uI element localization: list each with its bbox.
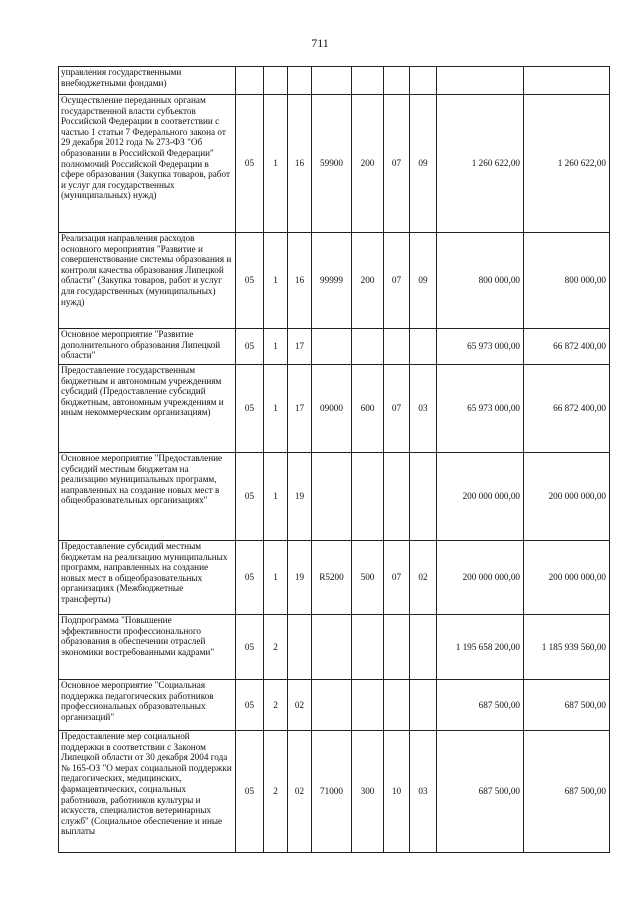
measure-code-cell xyxy=(288,615,312,680)
expense-name-cell: Основное мероприятие "Развитие дополнительного образования Липецкой области" xyxy=(59,329,236,365)
measure-code-cell: 17 xyxy=(288,329,312,365)
amount-year1-cell xyxy=(437,67,524,95)
section-cell xyxy=(384,67,410,95)
subprogram-code-cell: 1 xyxy=(264,95,288,233)
measure-code-cell: 02 xyxy=(288,680,312,731)
amount-year1-cell: 687 500,00 xyxy=(437,680,524,731)
subprogram-code-cell: 1 xyxy=(264,541,288,615)
direction-code-cell xyxy=(312,453,352,541)
section-cell: 07 xyxy=(384,95,410,233)
budget-table xyxy=(58,66,610,853)
amount-year2-cell: 66 872 400,00 xyxy=(524,365,610,453)
table-row xyxy=(59,615,610,680)
amount-year1-cell: 65 973 000,00 xyxy=(437,365,524,453)
section-cell: 10 xyxy=(384,731,410,853)
measure-code-cell: 19 xyxy=(288,541,312,615)
subsection-cell xyxy=(410,67,437,95)
expense-name-cell: Предоставление субсидий местным бюджетам на реализацию муниципальных программ, направленных на создание новых мест в общеобразовательных организациях (Межбюджетные трансферты) xyxy=(59,541,236,615)
expense-type-cell xyxy=(352,680,384,731)
direction-code-cell: 59900 xyxy=(312,95,352,233)
subsection-cell xyxy=(410,329,437,365)
measure-code-cell: 17 xyxy=(288,365,312,453)
amount-year2-cell: 66 872 400,00 xyxy=(524,329,610,365)
expense-name-cell: Реализация направления расходов основного мероприятия "Развитие и совершенствование системы образования и контроля качества образования Липецкой области" (Закупка товаров, работ и услуг для государственных (муниципальных) нужд) xyxy=(59,233,236,329)
subsection-cell: 03 xyxy=(410,731,437,853)
measure-code-cell: 16 xyxy=(288,95,312,233)
program-code-cell: 05 xyxy=(236,329,264,365)
subsection-cell xyxy=(410,453,437,541)
table-row xyxy=(59,731,610,853)
amount-year1-cell: 200 000 000,00 xyxy=(437,541,524,615)
direction-code-cell: 71000 xyxy=(312,731,352,853)
subsection-cell xyxy=(410,680,437,731)
expense-type-cell: 500 xyxy=(352,541,384,615)
expense-name-cell: управления государственными внебюджетными фондами) xyxy=(59,67,236,95)
table-row xyxy=(59,541,610,615)
direction-code-cell xyxy=(312,67,352,95)
measure-code-cell: 19 xyxy=(288,453,312,541)
subsection-cell: 02 xyxy=(410,541,437,615)
amount-year2-cell: 200 000 000,00 xyxy=(524,541,610,615)
expense-type-cell xyxy=(352,67,384,95)
table-row xyxy=(59,233,610,329)
expense-name-cell: Основное мероприятие "Социальная поддержка педагогических работников профессиональных образовательных организаций" xyxy=(59,680,236,731)
amount-year2-cell: 1 185 939 560,00 xyxy=(524,615,610,680)
subprogram-code-cell: 2 xyxy=(264,615,288,680)
section-cell: 07 xyxy=(384,233,410,329)
expense-name-cell: Предоставление государственным бюджетным и автономным учреждениям субсидий (Предоставление субсидий бюджетным, автономным учреждениям и иным некоммерческим организациям) xyxy=(59,365,236,453)
table-row xyxy=(59,680,610,731)
subprogram-code-cell: 1 xyxy=(264,233,288,329)
program-code-cell: 05 xyxy=(236,233,264,329)
expense-name-cell: Предоставление мер социальной поддержки в соответствии с Законом Липецкой области от 30 декабря 2004 года № 165-ОЗ "О мерах социальной поддержки педагогических, медицинских, фармацевтических, социальных работников, работников культуры и искусств, специалистов ветеринарных служб" (Социальное обеспечение и иные выплаты xyxy=(59,731,236,853)
section-cell xyxy=(384,680,410,731)
expense-name-cell: Осуществление переданных органам государственной власти субъектов Российской Федерации в соответствии с частью 1 статьи 7 Федерального закона от 29 декабря 2012 года № 273-ФЗ "Об образовании в Российской Федерации" полномочий Российской Федерации в сфере образования (Закупка товаров, работ и услуг для государственных (муниципальных) нужд) xyxy=(59,95,236,233)
expense-type-cell: 200 xyxy=(352,95,384,233)
section-cell xyxy=(384,329,410,365)
expense-type-cell: 200 xyxy=(352,233,384,329)
subsection-cell xyxy=(410,615,437,680)
subsection-cell: 09 xyxy=(410,95,437,233)
expense-type-cell xyxy=(352,615,384,680)
direction-code-cell: 99999 xyxy=(312,233,352,329)
table-row xyxy=(59,453,610,541)
expense-type-cell: 300 xyxy=(352,731,384,853)
amount-year2-cell xyxy=(524,67,610,95)
amount-year1-cell: 800 000,00 xyxy=(437,233,524,329)
amount-year2-cell: 800 000,00 xyxy=(524,233,610,329)
section-cell: 07 xyxy=(384,365,410,453)
measure-code-cell: 16 xyxy=(288,233,312,329)
amount-year2-cell: 687 500,00 xyxy=(524,731,610,853)
amount-year1-cell: 200 000 000,00 xyxy=(437,453,524,541)
table-body xyxy=(59,67,610,853)
program-code-cell: 05 xyxy=(236,680,264,731)
expense-type-cell xyxy=(352,453,384,541)
subprogram-code-cell: 1 xyxy=(264,453,288,541)
section-cell: 07 xyxy=(384,541,410,615)
program-code-cell: 05 xyxy=(236,615,264,680)
measure-code-cell: 02 xyxy=(288,731,312,853)
subprogram-code-cell: 1 xyxy=(264,365,288,453)
direction-code-cell xyxy=(312,680,352,731)
expense-name-cell: Основное мероприятие "Предоставление субсидий местным бюджетам на реализацию муниципальных программ, направленных на создание новых мест в общеобразовательных организациях" xyxy=(59,453,236,541)
section-cell xyxy=(384,615,410,680)
amount-year1-cell: 1 260 622,00 xyxy=(437,95,524,233)
amount-year1-cell: 1 195 658 200,00 xyxy=(437,615,524,680)
subprogram-code-cell xyxy=(264,67,288,95)
program-code-cell: 05 xyxy=(236,731,264,853)
direction-code-cell xyxy=(312,329,352,365)
amount-year2-cell: 687 500,00 xyxy=(524,680,610,731)
program-code-cell: 05 xyxy=(236,453,264,541)
table-row xyxy=(59,95,610,233)
measure-code-cell xyxy=(288,67,312,95)
expense-type-cell xyxy=(352,329,384,365)
expense-name-cell: Подпрограмма "Повышение эффективности профессионального образования в обеспечении отраслей экономики востребованными кадрами" xyxy=(59,615,236,680)
page-number: 711 xyxy=(311,36,329,50)
direction-code-cell: 09000 xyxy=(312,365,352,453)
subprogram-code-cell: 2 xyxy=(264,680,288,731)
subprogram-code-cell: 1 xyxy=(264,329,288,365)
expense-type-cell: 600 xyxy=(352,365,384,453)
table-row xyxy=(59,329,610,365)
table-row xyxy=(59,365,610,453)
table-row xyxy=(59,67,610,95)
program-code-cell xyxy=(236,67,264,95)
subsection-cell: 03 xyxy=(410,365,437,453)
subprogram-code-cell: 2 xyxy=(264,731,288,853)
amount-year2-cell: 1 260 622,00 xyxy=(524,95,610,233)
amount-year2-cell: 200 000 000,00 xyxy=(524,453,610,541)
program-code-cell: 05 xyxy=(236,95,264,233)
direction-code-cell: R5200 xyxy=(312,541,352,615)
amount-year1-cell: 65 973 000,00 xyxy=(437,329,524,365)
program-code-cell: 05 xyxy=(236,541,264,615)
direction-code-cell xyxy=(312,615,352,680)
program-code-cell: 05 xyxy=(236,365,264,453)
amount-year1-cell: 687 500,00 xyxy=(437,731,524,853)
subsection-cell: 09 xyxy=(410,233,437,329)
section-cell xyxy=(384,453,410,541)
